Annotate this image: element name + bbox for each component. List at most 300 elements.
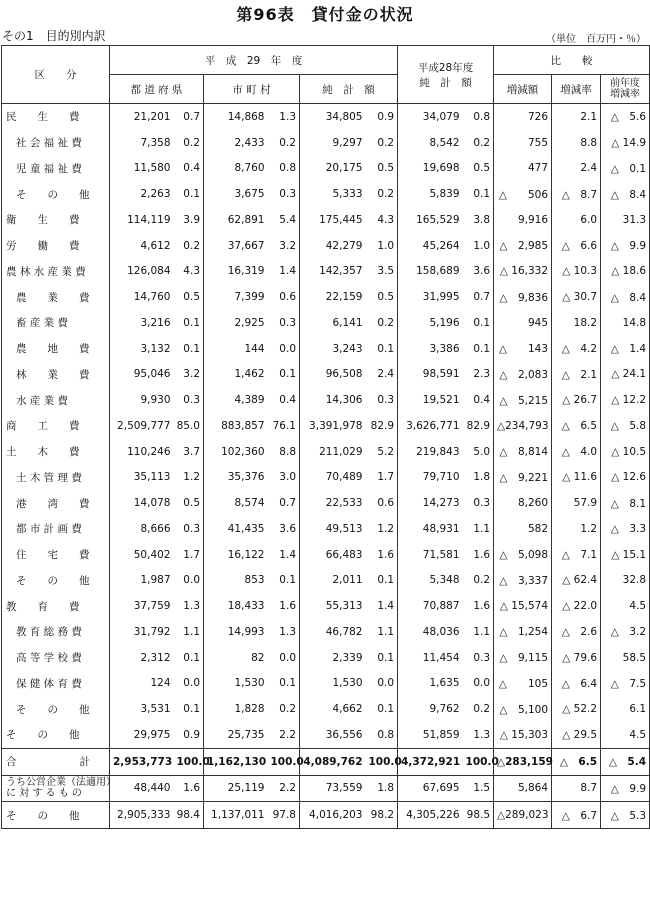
row-label [2, 775, 116, 802]
table-header [2, 46, 650, 104]
cell-diff: 945 [494, 310, 552, 336]
cell-prev: △ 3.3 [601, 516, 650, 542]
cell-muni: 8,760 [204, 156, 268, 182]
row-label: そ の 他 [2, 802, 110, 829]
cell-pure: 55,313 [300, 593, 366, 619]
cell-rate: △ 7.1 [552, 542, 601, 568]
cell-pure-p: 0.6 [366, 490, 398, 516]
table-row [2, 362, 650, 388]
cell-h28-p: 0.1 [463, 181, 494, 207]
row-label: 教 育 費 [2, 593, 110, 619]
cell-pure: 49,513 [300, 516, 366, 542]
cell-pref: 4,612 [110, 233, 174, 259]
cell-pure-p: 0.5 [366, 284, 398, 310]
unit-note: （単位 百万円・％） [546, 34, 646, 45]
cell-h28: 4,372,921 [398, 748, 463, 775]
cell-h28-p: 5.0 [463, 439, 494, 465]
table-row [2, 181, 650, 207]
header-h28 [398, 46, 494, 104]
cell-pure-p: 1.1 [366, 619, 398, 645]
cell-muni-p: 0.1 [268, 671, 300, 697]
cell-pure: 211,029 [300, 439, 366, 465]
cell-pure-p: 0.1 [366, 336, 398, 362]
cell-h28: 8,542 [398, 130, 463, 156]
cell-diff: 726 [494, 104, 552, 130]
cell-pref-p: 98.4 [174, 802, 204, 829]
cell-h28: 34,079 [398, 104, 463, 130]
table-row [2, 619, 650, 645]
cell-pure-p: 0.3 [366, 387, 398, 413]
cell-h28: 9,762 [398, 696, 463, 722]
cell-prev: △ 12.6 [601, 465, 650, 491]
cell-diff: △ 9,221 [494, 465, 552, 491]
cell-muni-p: 0.4 [268, 387, 300, 413]
cell-pref: 50,402 [110, 542, 174, 568]
cell-pref-p: 0.4 [174, 156, 204, 182]
cell-h28: 5,196 [398, 310, 463, 336]
cell-pref-p: 85.0 [174, 413, 204, 439]
cell-h28: 48,931 [398, 516, 463, 542]
cell-pure-p: 0.9 [366, 104, 398, 130]
cell-pref: 37,759 [110, 593, 174, 619]
header-prev-rate-line2: 増減率 [610, 89, 641, 100]
cell-h28: 1,635 [398, 671, 463, 697]
cell-muni: 82 [204, 645, 268, 671]
cell-h28-p: 3.6 [463, 259, 494, 285]
cell-pref-p: 3.2 [174, 362, 204, 388]
cell-pref-p: 0.3 [174, 516, 204, 542]
page-title: 第96表 貸付金の状況 [236, 5, 414, 24]
cell-pure: 2,011 [300, 568, 366, 594]
table-row [2, 130, 650, 156]
table-row [2, 542, 650, 568]
row-label: 畜 産 業 費 [2, 310, 110, 336]
cell-pure-p: 98.2 [366, 802, 398, 829]
cell-muni: 853 [204, 568, 268, 594]
table-row [2, 310, 650, 336]
cell-diff: △ 15,303 [494, 722, 552, 748]
row-label: 保 健 体 育 費 [2, 671, 110, 697]
row-label: 土 木 管 理 費 [2, 465, 110, 491]
cell-h28: 79,710 [398, 465, 463, 491]
cell-h28-p: 0.5 [463, 156, 494, 182]
table-row [2, 259, 650, 285]
cell-h28-p: 1.5 [463, 775, 494, 802]
cell-h28-p: 0.7 [463, 284, 494, 310]
cell-pure-p: 1.6 [366, 542, 398, 568]
table-row [2, 802, 650, 829]
cell-h28: 219,843 [398, 439, 463, 465]
cell-pure-p: 0.2 [366, 181, 398, 207]
cell-pure-p: 0.2 [366, 310, 398, 336]
row-label: そ の 他 [2, 696, 110, 722]
cell-prev: 4.5 [601, 722, 650, 748]
cell-h28-p: 98.5 [463, 802, 494, 829]
row-label: 民 生 費 [2, 104, 110, 130]
cell-muni: 35,376 [204, 465, 268, 491]
cell-pure: 4,089,762 [300, 748, 366, 775]
row-label: そ の 他 [2, 722, 110, 748]
cell-diff: 9,916 [494, 207, 552, 233]
cell-h28-p: 0.1 [463, 336, 494, 362]
cell-muni-p: 1.4 [268, 259, 300, 285]
table-row [2, 439, 650, 465]
cell-pure: 6,141 [300, 310, 366, 336]
cell-muni: 14,993 [204, 619, 268, 645]
header-diff: 増減額 [494, 75, 552, 104]
cell-diff: △ 5,100 [494, 696, 552, 722]
cell-pure-p: 0.1 [366, 568, 398, 594]
cell-diff: △234,793 [494, 413, 552, 439]
cell-diff: △ 506 [494, 181, 552, 207]
cell-pref-p: 0.7 [174, 104, 204, 130]
cell-pref-p: 3.9 [174, 207, 204, 233]
cell-diff: △ 15,574 [494, 593, 552, 619]
cell-prev: 31.3 [601, 207, 650, 233]
cell-muni-p: 3.6 [268, 516, 300, 542]
cell-h28: 48,036 [398, 619, 463, 645]
cell-pref: 1,987 [110, 568, 174, 594]
cell-pref-p: 1.3 [174, 593, 204, 619]
cell-pref-p: 1.1 [174, 619, 204, 645]
cell-pref-p: 0.1 [174, 336, 204, 362]
cell-prev: △ 24.1 [601, 362, 650, 388]
table-body [2, 104, 650, 829]
cell-h28: 19,698 [398, 156, 463, 182]
cell-muni: 883,857 [204, 413, 268, 439]
cell-diff: △ 105 [494, 671, 552, 697]
cell-h28: 14,273 [398, 490, 463, 516]
table-row [2, 336, 650, 362]
cell-h28: 165,529 [398, 207, 463, 233]
cell-diff: △ 8,814 [494, 439, 552, 465]
row-label: そ の 他 [2, 181, 110, 207]
cell-h28-p: 1.6 [463, 593, 494, 619]
cell-pure: 3,391,978 [300, 413, 366, 439]
cell-diff: △ 9,115 [494, 645, 552, 671]
cell-pref: 3,132 [110, 336, 174, 362]
cell-pref: 14,760 [110, 284, 174, 310]
cell-h28-p: 1.1 [463, 619, 494, 645]
cell-prev: △ 3.2 [601, 619, 650, 645]
cell-pref: 8,666 [110, 516, 174, 542]
cell-h28-p: 0.2 [463, 568, 494, 594]
cell-rate: △ 4.0 [552, 439, 601, 465]
cell-diff: △ 1,254 [494, 619, 552, 645]
cell-pref: 2,953,773 [110, 748, 174, 775]
cell-rate: 18.2 [552, 310, 601, 336]
cell-h28-p: 1.6 [463, 542, 494, 568]
cell-pref-p: 0.0 [174, 568, 204, 594]
header-pref: 都 道 府 県 [110, 75, 204, 104]
table-row [2, 156, 650, 182]
row-label: 水 産 業 費 [2, 387, 110, 413]
cell-pref: 31,792 [110, 619, 174, 645]
cell-rate: △ 2.6 [552, 619, 601, 645]
cell-rate: △ 30.7 [552, 284, 601, 310]
cell-muni-p: 5.4 [268, 207, 300, 233]
cell-muni: 4,389 [204, 387, 268, 413]
cell-pure: 36,556 [300, 722, 366, 748]
cell-diff: 477 [494, 156, 552, 182]
cell-muni-p: 2.2 [268, 775, 300, 802]
cell-pref-p: 0.5 [174, 284, 204, 310]
cell-rate: 1.2 [552, 516, 601, 542]
cell-muni: 1,828 [204, 696, 268, 722]
cell-rate: △ 26.7 [552, 387, 601, 413]
cell-pure-p: 0.1 [366, 645, 398, 671]
cell-pure: 175,445 [300, 207, 366, 233]
row-label: 農 林 水 産 業 費 [2, 259, 110, 285]
cell-prev: △ 10.5 [601, 439, 650, 465]
cell-diff: △ 143 [494, 336, 552, 362]
cell-prev: △ 9.9 [601, 233, 650, 259]
cell-pref-p: 4.3 [174, 259, 204, 285]
cell-h28: 5,839 [398, 181, 463, 207]
cell-diff: △ 2,083 [494, 362, 552, 388]
cell-rate: 2.1 [552, 104, 601, 130]
cell-pure-p: 2.4 [366, 362, 398, 388]
cell-muni: 8,574 [204, 490, 268, 516]
cell-h28: 3,386 [398, 336, 463, 362]
cell-pure: 14,306 [300, 387, 366, 413]
cell-prev: △ 18.6 [601, 259, 650, 285]
cell-pure: 22,533 [300, 490, 366, 516]
row-label: 土 木 費 [2, 439, 110, 465]
cell-pure: 96,508 [300, 362, 366, 388]
cell-h28-p: 2.3 [463, 362, 494, 388]
cell-pref: 35,113 [110, 465, 174, 491]
table-row [2, 284, 650, 310]
cell-diff: △ 5,215 [494, 387, 552, 413]
cell-rate: △ 22.0 [552, 593, 601, 619]
cell-diff: 8,260 [494, 490, 552, 516]
cell-h28-p: 0.3 [463, 490, 494, 516]
cell-pure: 34,805 [300, 104, 366, 130]
cell-rate: △ 8.7 [552, 181, 601, 207]
cell-muni-p: 0.0 [268, 645, 300, 671]
table-row [2, 696, 650, 722]
cell-h28-p: 0.2 [463, 696, 494, 722]
cell-pref-p: 1.7 [174, 542, 204, 568]
cell-h28: 51,859 [398, 722, 463, 748]
cell-pref-p: 0.5 [174, 490, 204, 516]
cell-muni: 144 [204, 336, 268, 362]
cell-prev: △ 0.1 [601, 156, 650, 182]
loan-table [1, 45, 650, 829]
cell-muni-p: 0.7 [268, 490, 300, 516]
cell-h28-p: 0.0 [463, 671, 494, 697]
cell-muni-p: 2.2 [268, 722, 300, 748]
cell-pref: 9,930 [110, 387, 174, 413]
cell-h28-p: 0.2 [463, 130, 494, 156]
cell-pure: 2,339 [300, 645, 366, 671]
cell-muni: 102,360 [204, 439, 268, 465]
cell-pref: 126,084 [110, 259, 174, 285]
table-subtitle: その1 目的別内訳 [2, 29, 106, 43]
table-row [2, 465, 650, 491]
cell-muni-p: 3.0 [268, 465, 300, 491]
cell-pref: 14,078 [110, 490, 174, 516]
cell-rate: △ 29.5 [552, 722, 601, 748]
cell-pref: 2,905,333 [110, 802, 174, 829]
header-h29: 平 成 29 年 度 [110, 46, 398, 75]
cell-pref: 48,440 [110, 775, 174, 802]
cell-h28: 11,454 [398, 645, 463, 671]
cell-rate: △ 62.4 [552, 568, 601, 594]
cell-prev: 14.8 [601, 310, 650, 336]
row-label: 農 業 費 [2, 284, 110, 310]
cell-pure: 142,357 [300, 259, 366, 285]
cell-prev: 4.5 [601, 593, 650, 619]
cell-muni-p: 1.3 [268, 104, 300, 130]
cell-h28: 67,695 [398, 775, 463, 802]
cell-prev: △ 5.6 [601, 104, 650, 130]
header-prev-rate-line1: 前年度 [610, 78, 641, 89]
cell-pref: 21,201 [110, 104, 174, 130]
cell-h28: 158,689 [398, 259, 463, 285]
cell-prev: △ 5.4 [601, 748, 650, 775]
table-row [2, 568, 650, 594]
cell-pref: 11,580 [110, 156, 174, 182]
cell-pref-p: 0.1 [174, 181, 204, 207]
cell-pref-p: 0.9 [174, 722, 204, 748]
cell-diff: △ 16,332 [494, 259, 552, 285]
cell-rate: △ 6.5 [552, 413, 601, 439]
cell-pref: 2,312 [110, 645, 174, 671]
table-row [2, 748, 650, 775]
cell-rate: △ 79.6 [552, 645, 601, 671]
row-label: 労 働 費 [2, 233, 110, 259]
cell-pure-p: 3.5 [366, 259, 398, 285]
cell-pref-p: 1.6 [174, 775, 204, 802]
cell-muni-p: 1.6 [268, 593, 300, 619]
cell-h28: 5,348 [398, 568, 463, 594]
cell-prev: 58.5 [601, 645, 650, 671]
cell-rate: △ 6.4 [552, 671, 601, 697]
cell-pure-p: 100.0 [366, 748, 398, 775]
cell-muni-p: 97.8 [268, 802, 300, 829]
cell-muni: 37,667 [204, 233, 268, 259]
cell-pure: 4,662 [300, 696, 366, 722]
cell-pref-p: 0.1 [174, 645, 204, 671]
cell-h28-p: 1.0 [463, 233, 494, 259]
cell-prev: △ 15.1 [601, 542, 650, 568]
cell-rate: △ 4.2 [552, 336, 601, 362]
cell-prev: 6.1 [601, 696, 650, 722]
cell-muni: 16,122 [204, 542, 268, 568]
cell-pure-p: 0.0 [366, 671, 398, 697]
cell-diff: △ 2,985 [494, 233, 552, 259]
cell-h28: 71,581 [398, 542, 463, 568]
cell-rate: △ 10.3 [552, 259, 601, 285]
cell-pref-p: 1.2 [174, 465, 204, 491]
cell-pref: 95,046 [110, 362, 174, 388]
cell-pref-p: 3.7 [174, 439, 204, 465]
row-label: 高 等 学 校 費 [2, 645, 110, 671]
cell-rate: 6.0 [552, 207, 601, 233]
cell-pref-p: 0.2 [174, 130, 204, 156]
cell-muni: 41,435 [204, 516, 268, 542]
cell-pure: 20,175 [300, 156, 366, 182]
cell-prev: △ 8.4 [601, 181, 650, 207]
cell-pref: 2,263 [110, 181, 174, 207]
cell-diff: △289,023 [494, 802, 552, 829]
cell-diff: 755 [494, 130, 552, 156]
row-label: 衛 生 費 [2, 207, 110, 233]
cell-prev: △ 12.2 [601, 387, 650, 413]
cell-rate: 8.8 [552, 130, 601, 156]
cell-pure: 70,489 [300, 465, 366, 491]
row-label: 合 計 [2, 748, 110, 775]
header-h28-line2: 純 計 額 [419, 76, 472, 89]
table-row [2, 233, 650, 259]
cell-diff: △ 5,098 [494, 542, 552, 568]
cell-h28: 98,591 [398, 362, 463, 388]
cell-prev: △ 5.3 [601, 802, 650, 829]
cell-rate: △ 6.6 [552, 233, 601, 259]
cell-muni-p: 0.1 [268, 362, 300, 388]
cell-h28: 45,264 [398, 233, 463, 259]
cell-h28: 3,626,771 [398, 413, 463, 439]
cell-pure: 4,016,203 [300, 802, 366, 829]
cell-muni: 1,462 [204, 362, 268, 388]
table-row [2, 516, 650, 542]
table-row [2, 775, 650, 802]
cell-h28: 4,305,226 [398, 802, 463, 829]
cell-pref-p: 0.3 [174, 387, 204, 413]
table-row [2, 722, 650, 748]
cell-muni-p: 0.0 [268, 336, 300, 362]
cell-muni-p: 0.1 [268, 568, 300, 594]
row-label: 農 地 費 [2, 336, 110, 362]
table-row [2, 387, 650, 413]
cell-rate: △ 52.2 [552, 696, 601, 722]
cell-diff: △ 9,836 [494, 284, 552, 310]
cell-h28: 19,521 [398, 387, 463, 413]
cell-pure-p: 82.9 [366, 413, 398, 439]
table-row [2, 490, 650, 516]
cell-rate: 57.9 [552, 490, 601, 516]
cell-muni-p: 100.0 [268, 748, 300, 775]
header-rate: 増減率 [552, 75, 601, 104]
header-prev-rate [601, 75, 650, 104]
cell-muni: 2,433 [204, 130, 268, 156]
cell-pure-p: 1.4 [366, 593, 398, 619]
cell-pref: 2,509,777 [110, 413, 174, 439]
cell-pref: 124 [110, 671, 174, 697]
cell-pref-p: 0.2 [174, 233, 204, 259]
cell-muni: 14,868 [204, 104, 268, 130]
table-row [2, 207, 650, 233]
cell-prev: △ 9.9 [601, 775, 650, 802]
cell-diff: 582 [494, 516, 552, 542]
cell-pref-p: 0.0 [174, 671, 204, 697]
cell-prev: △ 8.1 [601, 490, 650, 516]
cell-pure: 42,279 [300, 233, 366, 259]
row-label: 児 童 福 祉 費 [2, 156, 110, 182]
cell-rate: 2.4 [552, 156, 601, 182]
cell-prev: 32.8 [601, 568, 650, 594]
cell-muni-p: 1.4 [268, 542, 300, 568]
cell-rate: △ 2.1 [552, 362, 601, 388]
cell-h28-p: 1.1 [463, 516, 494, 542]
cell-pref-p: 100.0 [174, 748, 204, 775]
cell-muni-p: 0.3 [268, 310, 300, 336]
cell-pure-p: 0.8 [366, 722, 398, 748]
cell-muni-p: 76.1 [268, 413, 300, 439]
row-label-line1: うち公営企業（法適用） [6, 777, 116, 789]
